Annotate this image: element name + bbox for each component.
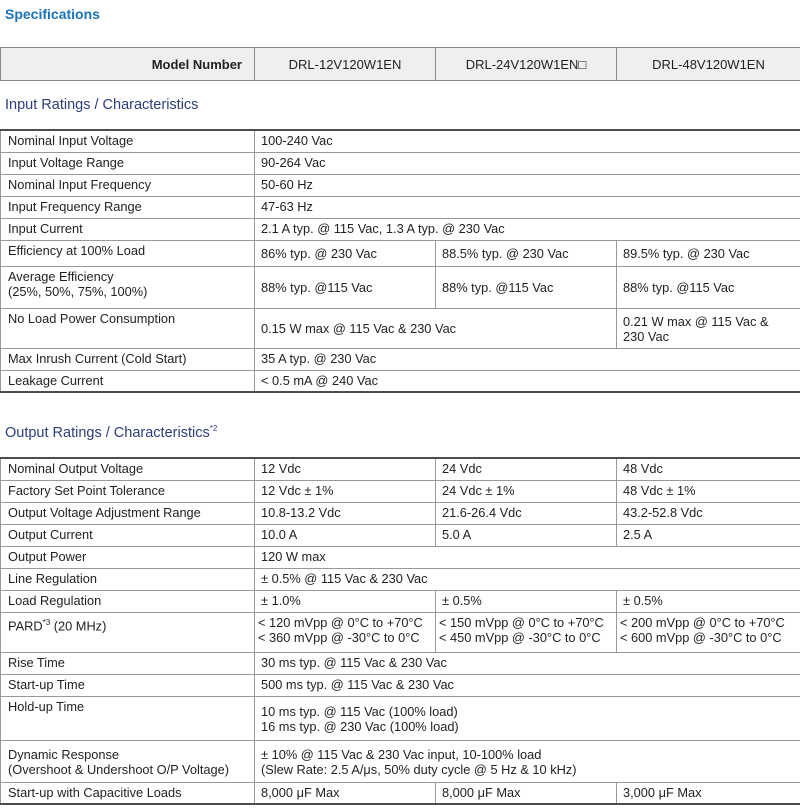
row-value-12v: 86% typ. @ 230 Vac	[255, 240, 436, 266]
row-value-12v: 10.0 A	[255, 524, 436, 546]
row-label: Nominal Output Voltage	[1, 458, 255, 480]
row-label: Max Inrush Current (Cold Start)	[1, 348, 255, 370]
row-label: Line Regulation	[1, 568, 255, 590]
value-line1: < 120 mVpp @ 0°C to +70°C	[258, 614, 423, 630]
row-label: Nominal Input Voltage	[1, 130, 255, 152]
row-value: 50-60 Hz	[255, 174, 800, 196]
row-value: ± 0.5% @ 115 Vac & 230 Vac	[255, 568, 800, 590]
row-label-suffix: (20 MHz)	[50, 617, 107, 633]
output-section-title	[5, 424, 217, 441]
row-value-12v: 12 Vdc	[255, 458, 436, 480]
row-value-12v: 12 Vdc ± 1%	[255, 480, 436, 502]
table-row	[1, 590, 800, 612]
table-row	[1, 480, 800, 502]
row-label: No Load Power Consumption	[1, 308, 255, 348]
table-row	[1, 782, 800, 804]
row-value: 90-264 Vac	[255, 152, 800, 174]
table-row	[1, 652, 800, 674]
row-label: Input Voltage Range	[1, 152, 255, 174]
row-label: Load Regulation	[1, 590, 255, 612]
row-value-48v: 2.5 A	[617, 524, 800, 546]
table-row	[1, 240, 800, 266]
row-value-48v	[617, 612, 800, 652]
table-row	[1, 196, 800, 218]
model-number-label: Model Number	[1, 48, 255, 81]
row-label-line1: Average Efficiency	[8, 268, 114, 284]
table-row	[1, 348, 800, 370]
value-line1: 10 ms typ. @ 115 Vac (100% load)	[261, 703, 458, 719]
row-label: Output Voltage Adjustment Range	[1, 502, 255, 524]
row-label-line2: (25%, 50%, 75%, 100%)	[8, 283, 148, 299]
table-row	[1, 218, 800, 240]
row-label-line1: Dynamic Response	[8, 746, 119, 762]
row-label: Hold-up Time	[1, 696, 255, 740]
table-row	[1, 740, 800, 782]
value-line2: < 450 mVpp @ -30°C to 0°C	[439, 629, 601, 645]
row-value-48v: 3,000 μF Max	[617, 782, 800, 804]
row-value-24v: 5.0 A	[436, 524, 617, 546]
page-title: Specifications	[5, 6, 100, 22]
footnote-marker: *2	[209, 424, 218, 433]
row-value: 30 ms typ. @ 115 Vac & 230 Vac	[255, 652, 800, 674]
row-value-24v: 24 Vdc ± 1%	[436, 480, 617, 502]
table-row	[1, 674, 800, 696]
row-label: Leakage Current	[1, 370, 255, 392]
row-value-48v: 89.5% typ. @ 230 Vac	[617, 240, 800, 266]
row-label-line2: (Overshoot & Undershoot O/P Voltage)	[8, 761, 229, 777]
row-label: Input Frequency Range	[1, 196, 255, 218]
table-row	[1, 130, 800, 152]
row-label: Rise Time	[1, 652, 255, 674]
row-value-48v: 88% typ. @115 Vac	[617, 266, 800, 308]
row-value-24v: ± 0.5%	[436, 590, 617, 612]
row-value: 0.15 W max @ 115 Vac & 230 Vac	[255, 308, 617, 348]
table-row	[1, 696, 800, 740]
value-line2: (Slew Rate: 2.5 A/μs, 50% duty cycle @ 5 Hz & 10 kHz)	[261, 761, 577, 777]
row-value: 120 W max	[255, 546, 800, 568]
footnote-marker: *3	[42, 617, 51, 627]
table-row	[1, 546, 800, 568]
row-label: Output Power	[1, 546, 255, 568]
row-label: Nominal Input Frequency	[1, 174, 255, 196]
value-line2: 230 Vac	[623, 328, 670, 344]
row-label: Efficiency at 100% Load	[1, 240, 255, 266]
row-value-24v: 88.5% typ. @ 230 Vac	[436, 240, 617, 266]
row-value: 47-63 Hz	[255, 196, 800, 218]
row-value-24v: 21.6-26.4 Vdc	[436, 502, 617, 524]
row-value: 500 ms typ. @ 115 Vac & 230 Vac	[255, 674, 800, 696]
row-value-12v: 88% typ. @115 Vac	[255, 266, 436, 308]
row-label: Start-up Time	[1, 674, 255, 696]
model-name-24v: DRL-24V120W1EN□	[436, 48, 617, 81]
table-row	[1, 568, 800, 590]
row-value-12v	[255, 612, 436, 652]
row-label: Input Current	[1, 218, 255, 240]
row-value-48v: 43.2-52.8 Vdc	[617, 502, 800, 524]
model-name-48v: DRL-48V120W1EN	[617, 48, 800, 81]
table-row	[1, 458, 800, 480]
output-ratings-table	[0, 457, 800, 805]
row-value-48v: 48 Vdc ± 1%	[617, 480, 800, 502]
row-value	[255, 696, 800, 740]
value-line2: < 360 mVpp @ -30°C to 0°C	[258, 629, 420, 645]
row-label	[1, 266, 255, 308]
row-label-text: PARD	[8, 617, 43, 633]
row-label	[1, 612, 255, 652]
row-value-24v	[436, 612, 617, 652]
value-line2: < 600 mVpp @ -30°C to 0°C	[620, 629, 782, 645]
row-label: Output Current	[1, 524, 255, 546]
table-row	[1, 266, 800, 308]
value-line2: 16 ms typ. @ 230 Vac (100% load)	[261, 718, 459, 734]
model-number-header	[0, 47, 800, 81]
row-value-24v: 88% typ. @115 Vac	[436, 266, 617, 308]
table-row	[1, 502, 800, 524]
row-value-12v: 8,000 μF Max	[255, 782, 436, 804]
row-value-48v: ± 0.5%	[617, 590, 800, 612]
row-value-12v: 10.8-13.2 Vdc	[255, 502, 436, 524]
table-row	[1, 152, 800, 174]
row-value-24v: 8,000 μF Max	[436, 782, 617, 804]
input-ratings-table	[0, 129, 800, 393]
table-row	[1, 612, 800, 652]
row-label: Factory Set Point Tolerance	[1, 480, 255, 502]
row-value: 2.1 A typ. @ 115 Vac, 1.3 A typ. @ 230 Vac	[255, 218, 800, 240]
row-value-48v	[617, 308, 800, 348]
row-value-12v: ± 1.0%	[255, 590, 436, 612]
value-line1: < 200 mVpp @ 0°C to +70°C	[620, 614, 785, 630]
row-value: < 0.5 mA @ 240 Vac	[255, 370, 800, 392]
value-line1: 0.21 W max @ 115 Vac &	[623, 313, 769, 329]
model-name-12v: DRL-12V120W1EN	[255, 48, 436, 81]
output-section-title-text: Output Ratings / Characteristics	[5, 424, 210, 441]
table-row	[1, 370, 800, 392]
row-label: Start-up with Capacitive Loads	[1, 782, 255, 804]
table-row	[1, 308, 800, 348]
input-section-title: Input Ratings / Characteristics	[5, 97, 199, 113]
table-row	[1, 174, 800, 196]
row-value: 100-240 Vac	[255, 130, 800, 152]
value-line1: < 150 mVpp @ 0°C to +70°C	[439, 614, 604, 630]
row-value: 35 A typ. @ 230 Vac	[255, 348, 800, 370]
row-label	[1, 740, 255, 782]
row-value-24v: 24 Vdc	[436, 458, 617, 480]
table-row	[1, 524, 800, 546]
row-value	[255, 740, 800, 782]
value-line1: ± 10% @ 115 Vac & 230 Vac input, 10-100% load	[261, 746, 542, 762]
row-value-48v: 48 Vdc	[617, 458, 800, 480]
